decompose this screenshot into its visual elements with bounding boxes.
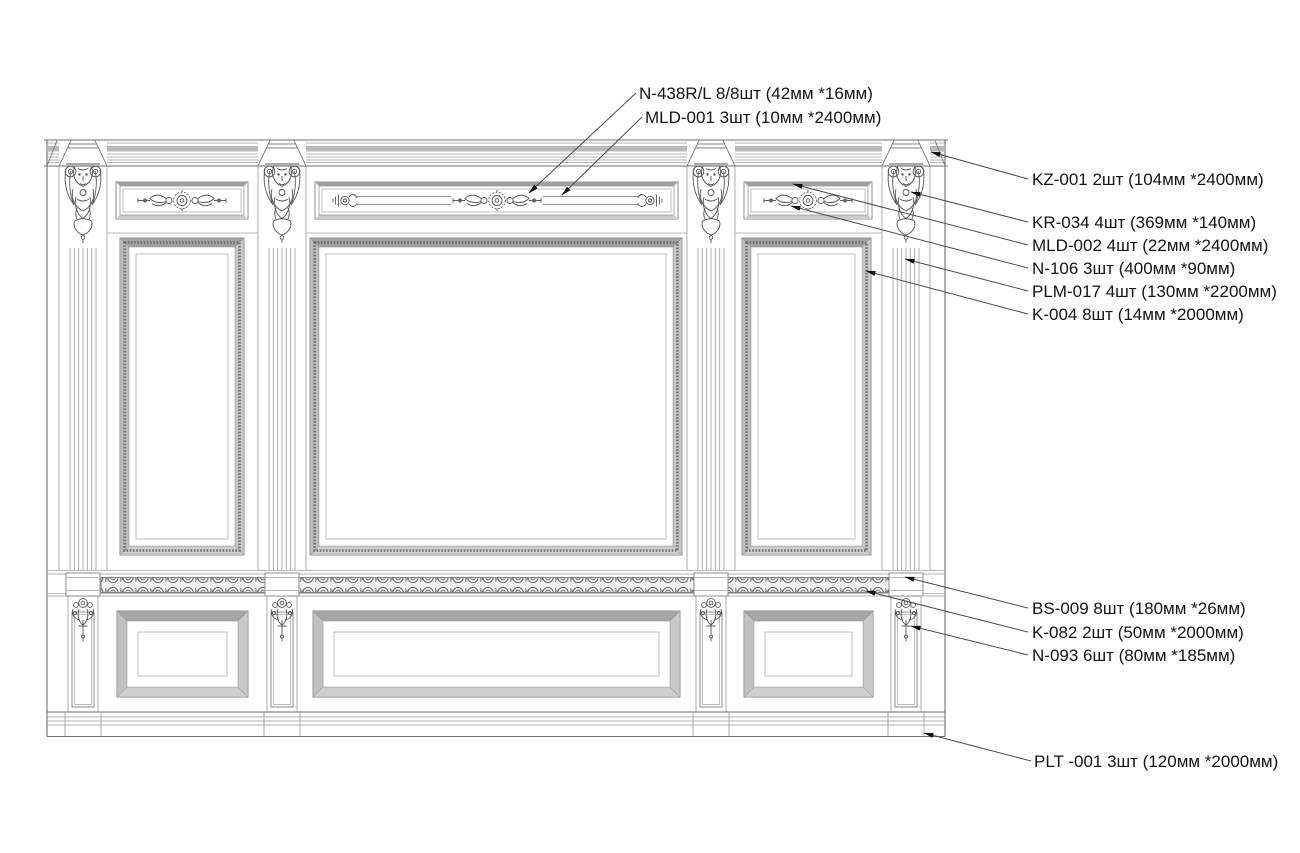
crown-cornice [44, 140, 948, 166]
callout-label-n438rl: N-438R/L 8/8шт (42мм *16мм) [639, 84, 873, 103]
callout-label-plt001: PLT -001 3шт (120мм *2000мм) [1034, 752, 1279, 771]
callout-label-k082: K-082 2шт (50мм *2000мм) [1032, 623, 1244, 642]
main-panels [120, 238, 871, 555]
frieze-panels [107, 182, 882, 233]
main-panel-center [310, 238, 682, 555]
chair-rail [47, 571, 945, 597]
base-plinth [47, 712, 945, 737]
wainscot-panel-center [313, 611, 680, 697]
frieze-panel-left [116, 182, 248, 219]
callout-label-plm017: PLM-017 4шт (130мм *2200мм) [1032, 282, 1277, 301]
callout-label-n093: N-093 6шт (80мм *185мм) [1032, 646, 1236, 665]
callout-label-kz001: KZ-001 2шт (104мм *2400мм) [1032, 170, 1264, 189]
callout-label-mld001: MLD-001 3шт (10мм *2400мм) [645, 108, 882, 127]
wainscot-panels [117, 611, 873, 697]
cornice-profile-lines [47, 143, 945, 163]
frieze-panel-center [315, 182, 678, 219]
wainscot-panel-left [117, 611, 248, 697]
callout-label-bs009: BS-009 8шт (180мм *26мм) [1032, 599, 1246, 618]
main-panel-left [120, 238, 244, 555]
callout-label-n106: N-106 3шт (400мм *90мм) [1032, 259, 1236, 278]
main-panel-right [742, 238, 871, 555]
callout-label-k004: K-004 8шт (14мм *2000мм) [1032, 305, 1244, 324]
guilloche-band [101, 578, 889, 593]
wainscot-panel-right [744, 611, 873, 697]
callout-label-mld002: MLD-002 4шт (22мм *2400мм) [1032, 236, 1269, 255]
callout-label-kr034: KR-034 4шт (369мм *140мм) [1032, 213, 1257, 232]
